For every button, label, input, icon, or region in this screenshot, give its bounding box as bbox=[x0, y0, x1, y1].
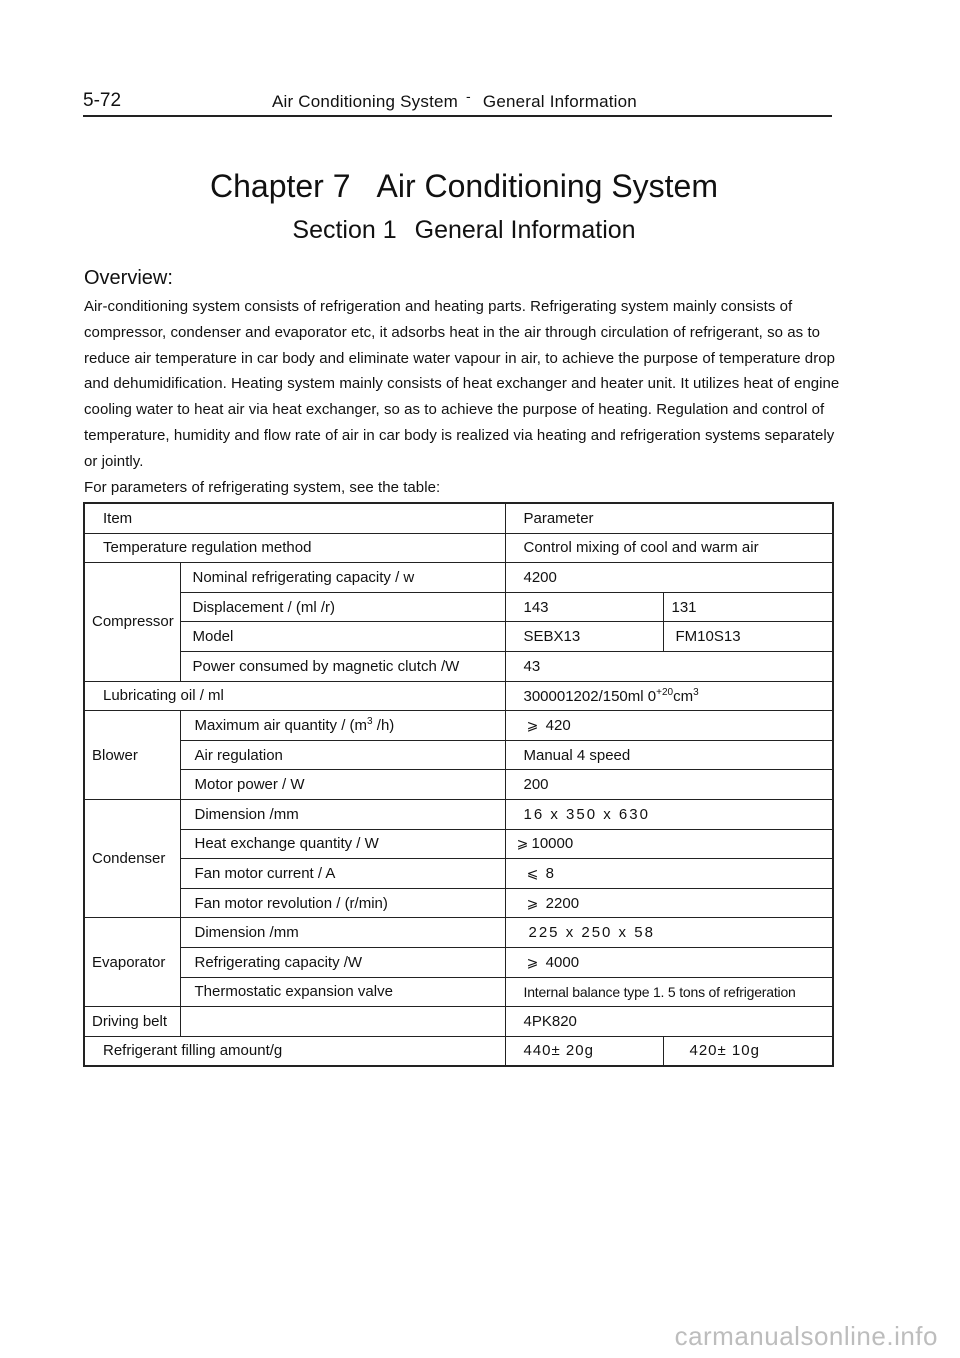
table-row bbox=[84, 1036, 833, 1066]
chapter-title bbox=[0, 168, 928, 205]
compressor-displacement-b: 131 bbox=[663, 592, 833, 622]
running-header bbox=[272, 88, 637, 112]
table-row bbox=[84, 888, 833, 918]
compressor-clutch-label: Power consumed by magnetic clutch /W bbox=[180, 651, 505, 681]
condenser-dim-value: 16 x 350 x 630 bbox=[505, 799, 833, 829]
table-row bbox=[84, 770, 833, 800]
blower-air-qty-label: Maximum air quantity / ($m^3$ /h) bbox=[180, 711, 505, 741]
condenser-heat-value: ⩾ 10000 bbox=[505, 829, 833, 859]
compressor-model-a: SEBX13 bbox=[505, 622, 663, 652]
table-row bbox=[84, 533, 833, 563]
compressor-capacity-label: Nominal refrigerating capacity / w bbox=[180, 563, 505, 593]
table-row bbox=[84, 651, 833, 681]
header-item: Item bbox=[84, 503, 505, 533]
refrigerant-value-a: 440± 20g bbox=[505, 1036, 663, 1066]
oil-label: Lubricating oil / ml bbox=[84, 681, 505, 711]
header-parameter: Parameter bbox=[505, 503, 833, 533]
compressor-displacement-label: Displacement / (ml /r) bbox=[180, 592, 505, 622]
ge-icon: ⩾ bbox=[526, 894, 539, 911]
table-row bbox=[84, 681, 833, 711]
table-row bbox=[84, 622, 833, 652]
table-row bbox=[84, 711, 833, 741]
blower-regulation-label: Air regulation bbox=[180, 740, 505, 770]
table-row bbox=[84, 1007, 833, 1037]
table-row bbox=[84, 563, 833, 593]
overview-body bbox=[84, 294, 844, 500]
condenser-current-value: ⩽ 8 bbox=[505, 859, 833, 889]
ge-icon: ⩾ bbox=[526, 716, 539, 733]
blower-air-qty-value: ⩾ 420 bbox=[505, 711, 833, 741]
temp-regulation-value: Control mixing of cool and warm air bbox=[505, 533, 833, 563]
blower-motor-value: 200 bbox=[505, 770, 833, 800]
table-row bbox=[84, 859, 833, 889]
compressor-capacity-value: 4200 bbox=[505, 563, 833, 593]
belt-label: Driving belt bbox=[84, 1007, 180, 1037]
blower-label: Blower bbox=[84, 711, 180, 800]
table-row bbox=[84, 918, 833, 948]
ge-icon: ⩾ bbox=[526, 953, 539, 970]
overview-line: or jointly. bbox=[84, 452, 144, 470]
oil-value: 300001202/150ml $0^{+20}cm^3$ bbox=[505, 681, 833, 711]
running-title-right: General Information bbox=[482, 92, 637, 111]
condenser-label: Condenser bbox=[84, 799, 180, 917]
belt-empty bbox=[180, 1007, 505, 1037]
overview-line: compressor, condenser and evaporator etc, it adsorbs heat in the air through circulation of refrigerant, so as to bbox=[84, 323, 821, 341]
running-title-separator: - bbox=[466, 88, 471, 104]
table-row bbox=[84, 947, 833, 977]
belt-value: 4PK820 bbox=[505, 1007, 833, 1037]
page-number: 5-72 bbox=[83, 90, 122, 111]
evaporator-dim-value: 225 x 250 x 58 bbox=[505, 918, 833, 948]
chapter-name: Air Conditioning System bbox=[376, 168, 718, 204]
overview-line: cooling water to heat air via heat exchanger, so as to achieve the purpose of heating. Regulation and control of bbox=[84, 401, 825, 419]
running-title-left: Air Conditioning System bbox=[272, 92, 459, 111]
evaporator-label: Evaporator bbox=[84, 918, 180, 1007]
ge-icon: ⩾ bbox=[516, 835, 529, 852]
table-row bbox=[84, 740, 833, 770]
compressor-model-b: FM10S13 bbox=[663, 622, 833, 652]
condenser-rev-label: Fan motor revolution / (r/min) bbox=[180, 888, 505, 918]
section-title bbox=[0, 216, 928, 245]
table-row bbox=[84, 829, 833, 859]
blower-motor-label: Motor power / W bbox=[180, 770, 505, 800]
watermark: carmanualsonline.info bbox=[674, 1321, 938, 1351]
table-row bbox=[84, 977, 833, 1007]
section-label: Section 1 bbox=[292, 216, 397, 244]
compressor-model-label: Model bbox=[180, 622, 505, 652]
overview-line: For parameters of refrigerating system, see the table: bbox=[84, 478, 441, 496]
refrigerant-value-b: 420± 10g bbox=[663, 1036, 833, 1066]
evaporator-cap-label: Refrigerating capacity /W bbox=[180, 947, 505, 977]
overview-line: temperature, humidity and flow rate of air in car body is realized via heating and refrigeration systems separately bbox=[84, 426, 835, 444]
compressor-label: Compressor bbox=[84, 563, 180, 681]
blower-regulation-value: Manual 4 speed bbox=[505, 740, 833, 770]
temp-regulation-label: Temperature regulation method bbox=[84, 533, 505, 563]
section-name: General Information bbox=[414, 216, 636, 244]
compressor-clutch-value: 43 bbox=[505, 651, 833, 681]
overview-heading: Overview: bbox=[84, 267, 173, 289]
overview-line: and dehumidification. Heating system mainly consists of heat exchanger and heater unit. It utilizes heat of engine bbox=[84, 375, 840, 393]
condenser-heat-label: Heat exchange quantity / W bbox=[180, 829, 505, 859]
table-header-row bbox=[84, 503, 833, 533]
overview-line: Air-conditioning system consists of refrigeration and heating parts. Refrigerating system mainly consists of bbox=[84, 298, 793, 315]
refrigerant-label: Refrigerant filling amount/g bbox=[84, 1036, 505, 1066]
overview-line: reduce air temperature in car body and eliminate water vapour in air, to achieve the purpose of temperature drop bbox=[84, 349, 836, 367]
table-row bbox=[84, 799, 833, 829]
evaporator-dim-label: Dimension /mm bbox=[180, 918, 505, 948]
table-row bbox=[84, 592, 833, 622]
evaporator-valve-label: Thermostatic expansion valve bbox=[180, 977, 505, 1007]
condenser-current-label: Fan motor current / A bbox=[180, 859, 505, 889]
header-rule bbox=[83, 115, 832, 117]
chapter-label: Chapter 7 bbox=[209, 168, 351, 204]
evaporator-cap-value: ⩾ 4000 bbox=[505, 947, 833, 977]
condenser-dim-label: Dimension /mm bbox=[180, 799, 505, 829]
refrigeration-parameters-table bbox=[83, 502, 834, 1067]
evaporator-valve-value: Internal balance type 1. 5 tons of refrigeration bbox=[505, 977, 833, 1007]
compressor-displacement-a: 143 bbox=[505, 592, 663, 622]
condenser-rev-value: ⩾ 2200 bbox=[505, 888, 833, 918]
le-icon: ⩽ bbox=[526, 864, 539, 881]
